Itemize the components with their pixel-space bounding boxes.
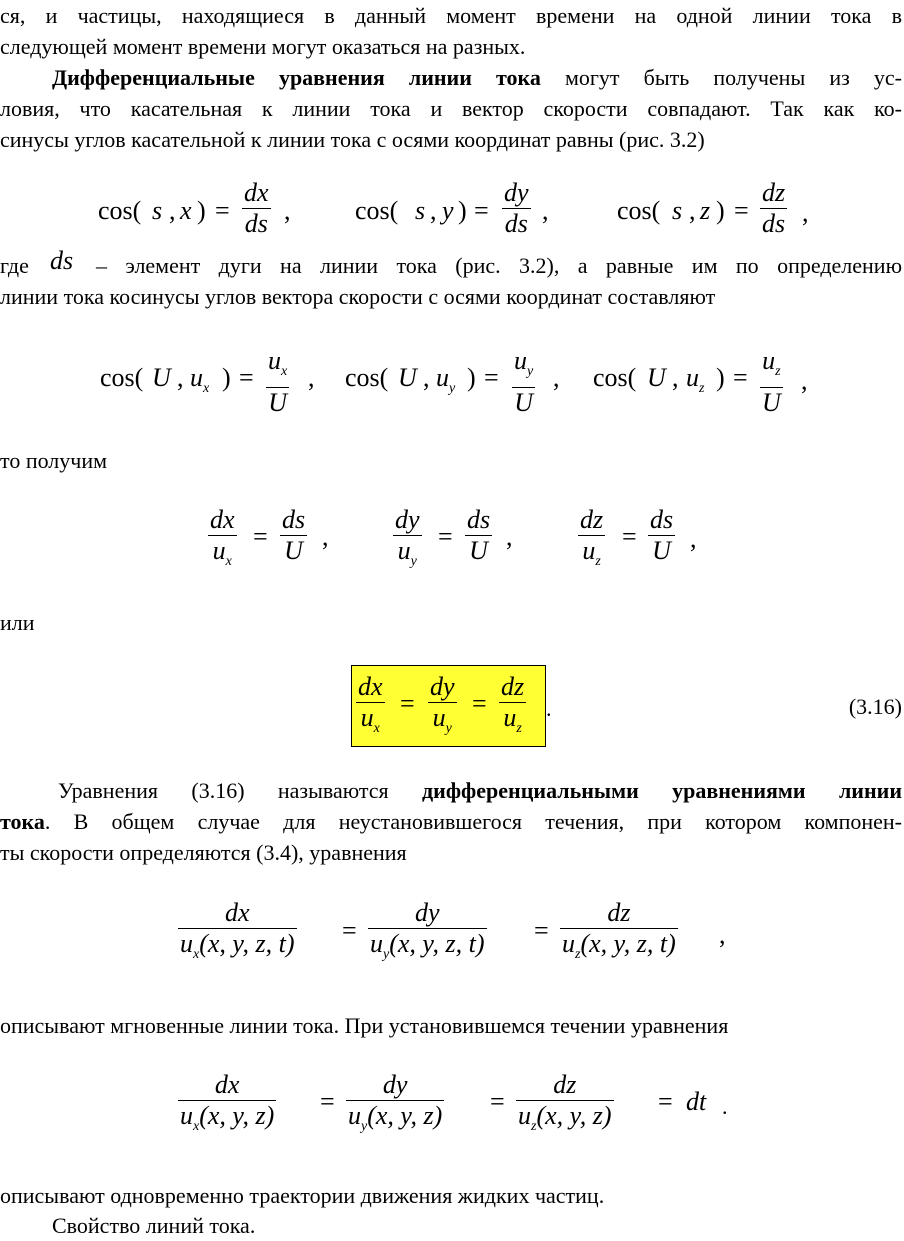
- arguments: (x, y, z): [367, 1101, 443, 1130]
- subscript: y: [410, 554, 417, 569]
- numerator: dz: [501, 672, 525, 701]
- subscript: x: [193, 1119, 200, 1134]
- u-letter: u: [190, 363, 203, 392]
- arg-y: y: [442, 196, 454, 225]
- paragraph-2-line-3: синусы углов касательной к линии тока с осями координат равны (рис. 3.2): [0, 127, 705, 152]
- fraction-steady-x: [178, 1070, 276, 1142]
- denominator: ds: [504, 209, 528, 238]
- subscript: x: [203, 381, 210, 396]
- fraction-dx-ds: [242, 178, 271, 239]
- arg-u-z: [686, 363, 704, 404]
- equals-sign: =: [438, 522, 453, 551]
- ds-symbol: ds: [50, 246, 74, 275]
- denominator: [178, 1101, 276, 1142]
- numerator: dx: [214, 1070, 240, 1099]
- equation-number: (3.16): [848, 694, 902, 719]
- u-letter: u: [436, 363, 449, 392]
- paragraph-2-line-2: ловия, что касательная к линии тока и вектор скорости совпадают. Так как ко-: [0, 96, 902, 121]
- numerator: dz: [762, 178, 786, 207]
- arg-U: U: [398, 363, 417, 392]
- u-letter: u: [370, 929, 383, 958]
- cos-label: cos(: [617, 196, 661, 225]
- text-span: Уравнения (3.16) называются: [58, 778, 423, 803]
- equals-sign: =: [658, 1087, 673, 1116]
- gde-rest: – элемент дуги на линии тока (рис. 3.2), а равные им по определению: [96, 253, 902, 278]
- cos-label: cos(: [593, 363, 637, 392]
- numerator: dy: [430, 672, 455, 701]
- text-ili: или: [0, 610, 35, 635]
- comma: ,: [801, 366, 808, 395]
- text-line-2: следующей момент времени могут оказаться на разных.: [0, 34, 526, 59]
- arg-U: U: [647, 363, 666, 392]
- fraction-ds-U: [280, 505, 307, 566]
- fraction-dz-ds: [760, 178, 787, 239]
- numerator: dx: [244, 178, 269, 207]
- u-letter: u: [432, 703, 446, 732]
- equals-sign: =: [484, 363, 499, 392]
- u-letter: u: [518, 1101, 531, 1130]
- fraction-unsteady-z: [560, 898, 678, 970]
- arguments: (x, y, z, t): [199, 929, 295, 958]
- fraction-dy-uy: [393, 505, 422, 577]
- fraction-ds-U: [648, 505, 675, 566]
- u-letter: u: [514, 346, 527, 375]
- arg-z: z: [700, 196, 711, 225]
- close-paren: ): [458, 196, 467, 225]
- fraction-uz-U: [760, 346, 783, 418]
- equals-sign: =: [400, 689, 415, 718]
- equals-sign: =: [474, 196, 489, 225]
- denominator: [211, 536, 234, 577]
- denominator: U: [268, 388, 287, 417]
- subscript: x: [225, 554, 232, 569]
- u-letter: u: [503, 703, 517, 732]
- denominator: [501, 703, 523, 744]
- fraction-dy-ds: [502, 178, 531, 239]
- subscript: x: [193, 947, 200, 962]
- comma: ,: [322, 522, 329, 551]
- denominator: U: [762, 388, 781, 417]
- fraction-steady-y: [346, 1070, 444, 1142]
- comma: ,: [802, 198, 809, 227]
- equals-sign: =: [622, 522, 637, 551]
- denominator: [346, 1101, 444, 1142]
- denominator: U: [469, 536, 488, 565]
- numerator: dz: [607, 898, 631, 927]
- cos-label: cos(: [98, 196, 142, 225]
- comma: ,: [423, 363, 430, 392]
- denominator: ds: [762, 209, 786, 238]
- fraction-dx-ux: [208, 505, 237, 577]
- gde-line: [0, 250, 29, 281]
- u-letter: u: [268, 346, 281, 375]
- u-letter: u: [762, 346, 776, 375]
- fraction-dz-uz: [578, 505, 605, 577]
- denominator: [560, 929, 678, 970]
- denominator: [178, 929, 297, 970]
- subscript: y: [527, 364, 534, 379]
- period: .: [546, 696, 552, 721]
- subscript: y: [361, 1119, 368, 1134]
- arg-u-y: [436, 363, 455, 404]
- subscript: z: [699, 381, 705, 396]
- equals-sign: =: [490, 1087, 505, 1116]
- comma: ,: [672, 363, 679, 392]
- term-differential-equations: дифференциальными уравнениями линии: [422, 778, 902, 803]
- equals-sign: =: [733, 363, 748, 392]
- fraction-ux-U: [266, 346, 289, 418]
- denominator: ds: [244, 209, 268, 238]
- numerator: dy: [395, 505, 420, 534]
- arg-x: x: [180, 196, 192, 225]
- close-paren: ): [222, 363, 231, 392]
- arguments: (x, y, z, t): [389, 929, 485, 958]
- gde-line-2: линии тока косинусы углов вектора скорости с осями координат составляют: [0, 284, 716, 309]
- numerator: dx: [224, 898, 250, 927]
- term-streamline-equations: Дифференциальные уравнения линии тока: [52, 65, 541, 90]
- paragraph-6: Свойство линий тока.: [52, 1213, 256, 1238]
- fraction-uy-U: [512, 346, 535, 418]
- numerator: dy: [504, 178, 529, 207]
- subscript: z: [516, 721, 522, 736]
- text-to-poluchim: то получим: [0, 448, 108, 473]
- comma: ,: [430, 196, 437, 225]
- arguments: (x, y, z, t): [580, 929, 676, 958]
- subscript: z: [595, 554, 601, 569]
- paragraph-5: описывают одновременно траектории движения жидких частиц.: [0, 1183, 605, 1208]
- numerator: dx: [210, 505, 235, 534]
- equals-sign: =: [239, 363, 254, 392]
- fraction-dx-ux: [356, 672, 385, 744]
- comma: ,: [284, 196, 291, 225]
- comma: ,: [719, 920, 726, 949]
- arg-s: s: [415, 196, 426, 225]
- fraction-dz-uz: [499, 672, 526, 744]
- numerator: ds: [282, 505, 306, 534]
- fraction-dy-uy: [428, 672, 457, 744]
- text-span: где: [0, 253, 29, 278]
- u-letter: u: [180, 1101, 193, 1130]
- paragraph-3-line-1: [0, 775, 902, 806]
- text-span: . В общем случае для неустановившегося течения, при котором компонен-: [44, 809, 902, 834]
- subscript: x: [281, 364, 288, 379]
- arguments: (x, y, z): [199, 1101, 275, 1130]
- u-letter: u: [397, 536, 411, 565]
- cos-label: cos(: [100, 363, 144, 392]
- equals-sign: =: [534, 916, 549, 945]
- numerator: dz: [580, 505, 604, 534]
- close-paren: ): [716, 196, 725, 225]
- paragraph-3-line-2: [0, 806, 902, 837]
- numerator: [266, 346, 289, 387]
- subscript: y: [445, 721, 452, 736]
- numerator: [512, 346, 535, 387]
- arg-u-x: [190, 363, 209, 404]
- comma: ,: [690, 524, 697, 553]
- period: .: [722, 1094, 728, 1119]
- subscript: z: [531, 1119, 537, 1134]
- text-span: могут быть получены из ус-: [540, 65, 902, 90]
- equals-sign: =: [215, 196, 230, 225]
- numerator: [760, 346, 782, 387]
- paragraph-4: описывают мгновенные линии тока. При установившемся течении уравнения: [0, 1013, 729, 1038]
- subscript: x: [373, 721, 380, 736]
- numerator: dy: [414, 898, 440, 927]
- denominator: U: [652, 536, 671, 565]
- equals-sign: =: [342, 916, 357, 945]
- arg-s: s: [152, 196, 163, 225]
- equals-sign: =: [320, 1087, 335, 1116]
- paragraph-2-line-1: [0, 62, 902, 93]
- comma: ,: [689, 196, 696, 225]
- u-letter: u: [348, 1101, 361, 1130]
- numerator: dz: [553, 1070, 577, 1099]
- equals-sign: =: [253, 522, 268, 551]
- numerator: ds: [650, 505, 674, 534]
- cos-label: cos(: [355, 196, 399, 225]
- numerator: ds: [467, 505, 491, 534]
- term-tok: тока: [0, 809, 45, 834]
- dt-symbol: dt: [686, 1087, 707, 1116]
- denominator: [516, 1101, 614, 1142]
- comma: ,: [308, 363, 315, 392]
- cos-label: cos(: [345, 363, 389, 392]
- text-line-1: ся, и частицы, находящиеся в данный момент времени на одной линии тока в: [0, 3, 902, 28]
- fraction-steady-z: [516, 1070, 614, 1142]
- u-letter: u: [180, 929, 193, 958]
- denominator: [431, 703, 454, 744]
- paragraph-3-line-3: ты скорости определяются (3.4), уравнения: [0, 840, 407, 865]
- u-letter: u: [686, 363, 699, 392]
- denominator: [368, 929, 487, 970]
- u-letter: u: [582, 536, 596, 565]
- comma: ,: [169, 196, 176, 225]
- subscript: y: [449, 381, 456, 396]
- close-paren: ): [197, 196, 206, 225]
- denominator: [359, 703, 382, 744]
- close-paren: ): [716, 363, 725, 392]
- arg-U: U: [152, 363, 171, 392]
- fraction-ds-U: [465, 505, 492, 566]
- arg-s: s: [672, 196, 683, 225]
- denominator: U: [514, 388, 533, 417]
- comma: ,: [542, 196, 549, 225]
- equals-sign: =: [734, 196, 749, 225]
- u-letter: u: [212, 536, 226, 565]
- numerator: dy: [382, 1070, 408, 1099]
- u-letter: u: [360, 703, 374, 732]
- comma: ,: [553, 363, 560, 392]
- subscript: z: [575, 947, 581, 962]
- arguments: (x, y, z): [536, 1101, 612, 1130]
- denominator: U: [284, 536, 303, 565]
- denominator: [580, 536, 602, 577]
- numerator: dx: [358, 672, 383, 701]
- subscript: y: [383, 947, 390, 962]
- comma: ,: [177, 363, 184, 392]
- close-paren: ): [467, 363, 476, 392]
- fraction-unsteady-y: [368, 898, 487, 970]
- fraction-unsteady-x: [178, 898, 297, 970]
- denominator: [396, 536, 419, 577]
- equals-sign: =: [472, 689, 487, 718]
- subscript: z: [775, 364, 781, 379]
- u-letter: u: [562, 929, 575, 958]
- comma: ,: [506, 522, 513, 551]
